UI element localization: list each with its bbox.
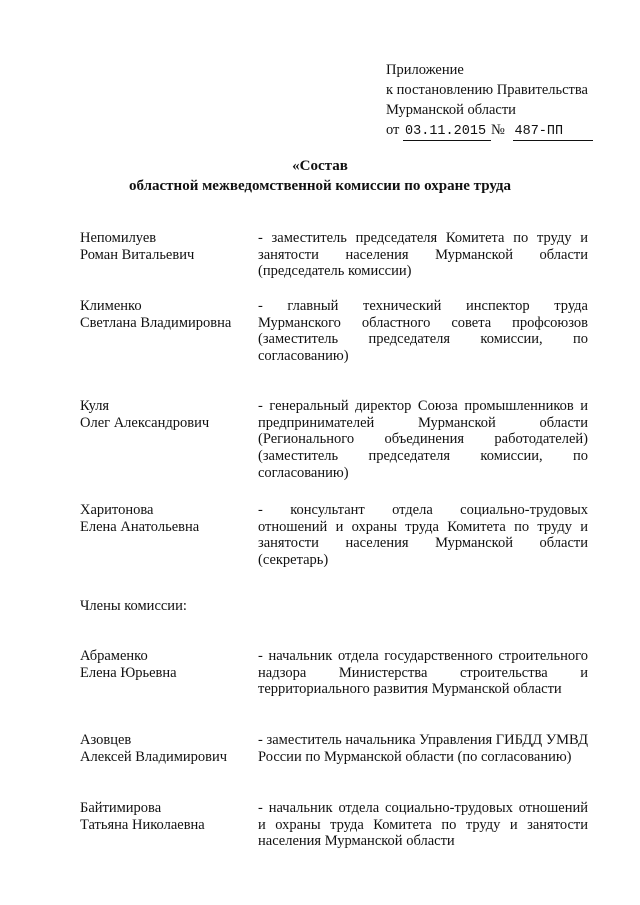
- person-role: - начальник отдела государственного строительного надзора Министерства строительства и территориального развития Мурманской области: [258, 648, 588, 698]
- person-surname: Азовцев: [80, 732, 132, 748]
- person-name: [80, 298, 250, 331]
- person-given-name: Роман Витальевич: [80, 246, 195, 263]
- person-name: [80, 732, 250, 765]
- appendix-decree-ref: к постановлению Правительства: [386, 82, 588, 98]
- person-name: [80, 800, 250, 833]
- person-surname: Байтимирова: [80, 800, 162, 816]
- person-surname: Харитонова: [80, 502, 154, 518]
- person-role: - начальник отдела социально-трудовых отношений и охраны труда Комитета по труду и занятости населения Мурманской области: [258, 800, 588, 850]
- person-role: - главный технический инспектор труда Мурманского областного совета профсоюзов (заместитель председателя комиссии, по согласованию): [258, 298, 588, 365]
- person-given-name: Светлана Владимировна: [80, 314, 232, 331]
- members-heading: Члены комиссии:: [80, 598, 187, 614]
- appendix-block: [386, 60, 616, 141]
- person-given-name: Татьяна Николаевна: [80, 816, 205, 833]
- person-role: - консультант отдела социально-трудовых отношений и охраны труда Комитета по труду и занятости населения Мурманской области (секретарь): [258, 502, 588, 569]
- person-name: [80, 648, 250, 681]
- person-role: - заместитель начальника Управления ГИБДД УМВД России по Мурманской области (по согласованию): [258, 732, 588, 765]
- appendix-date-number: [386, 120, 616, 141]
- person-surname: Абраменко: [80, 648, 148, 664]
- person-given-name: Алексей Владимирович: [80, 748, 228, 765]
- appendix-number-sign: №: [491, 122, 505, 138]
- document-subtitle: областной межведомственной комиссии по охране труда: [128, 178, 512, 194]
- person-role: - заместитель председателя Комитета по труду и занятости населения Мурманской области (председатель комиссии): [258, 230, 588, 280]
- person-name: [80, 230, 250, 263]
- person-surname: Непомилуев: [80, 230, 157, 246]
- appendix-from-prefix: от: [386, 122, 400, 138]
- appendix-region: Мурманской области: [386, 102, 516, 118]
- person-given-name: Олег Александрович: [80, 414, 210, 431]
- person-surname: Клименко: [80, 298, 142, 314]
- person-role: - генеральный директор Союза промышленников и предпринимателей Мурманской области (Регионального объединения работодателей) (заместитель председателя комиссии, по согласованию): [258, 398, 588, 481]
- appendix-label: Приложение: [386, 62, 464, 78]
- person-given-name: Елена Анатольевна: [80, 518, 200, 535]
- person-name: [80, 502, 250, 535]
- appendix-date: 03.11.2015: [403, 124, 491, 141]
- document-title: «Состав: [292, 158, 348, 174]
- appendix-number: 487-ПП: [513, 124, 593, 141]
- person-given-name: Елена Юрьевна: [80, 664, 177, 681]
- person-name: [80, 398, 250, 431]
- person-surname: Куля: [80, 398, 110, 414]
